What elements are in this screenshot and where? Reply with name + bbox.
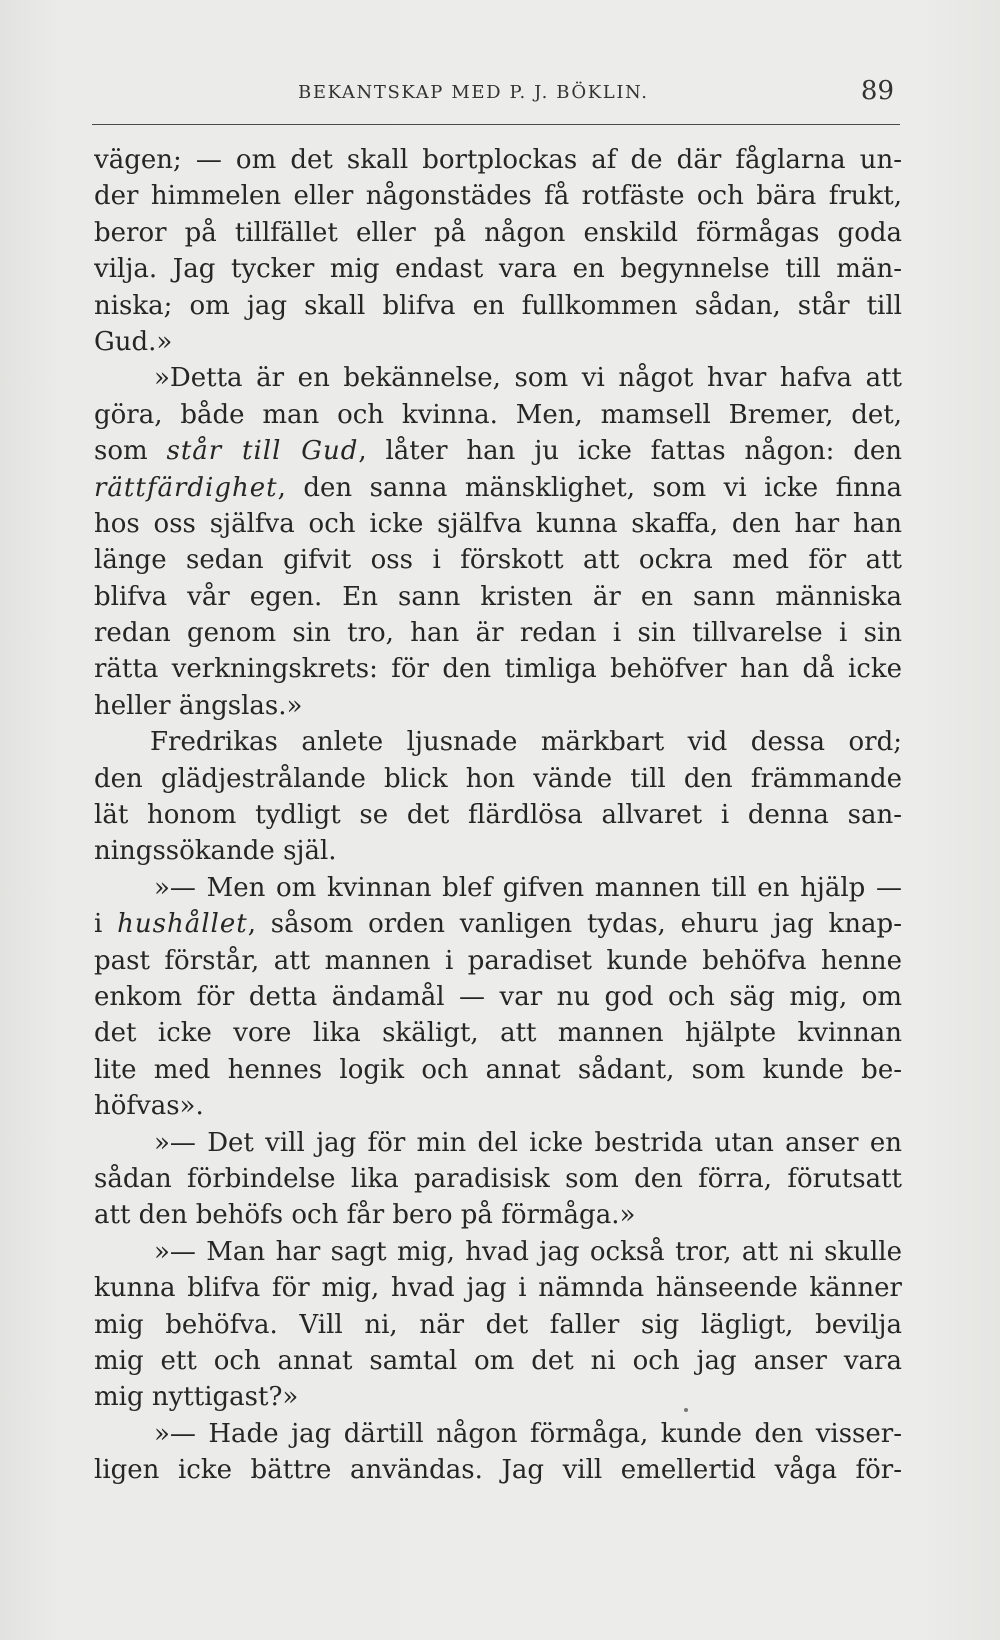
emphasis-text: rättfärdighet — [94, 472, 278, 503]
text-line: höfvas». — [94, 1091, 204, 1122]
text-line: der himmelen eller någonstädes få rotfäste och bära frukt, — [94, 181, 902, 212]
text-line: mig ett och annat samtal om det ni och jag anser vara — [94, 1345, 902, 1376]
body-text — [94, 142, 902, 1488]
text-line: »— Men om kvinnan blef gifven mannen till en hjälp — — [154, 872, 902, 903]
text-line: beror på tillfället eller på någon enskild förmågas goda — [94, 217, 902, 248]
emphasis-text: hushållet — [117, 909, 248, 940]
text-line: Gud.» — [94, 326, 173, 357]
text-line: ningssökande själ. — [94, 836, 337, 867]
text-line: att den behöfs och får bero på förmåga.» — [94, 1200, 636, 1231]
text-line: heller ängslas.» — [94, 690, 303, 721]
running-head — [92, 76, 900, 112]
text-line: lät honom tydligt se det flärdlösa allvaret i denna san- — [94, 800, 902, 831]
text-line: enkom för detta ändamål — var nu god och säg mig, om — [94, 981, 902, 1012]
text-run: , den sanna mänsklighet, som vi icke finna — [277, 472, 902, 503]
text-line: det icke vore lika skäligt, att mannen hjälpte kvinnan — [94, 1018, 902, 1049]
text-line — [94, 906, 902, 942]
text-line: Fredrikas anlete ljusnade märkbart vid dessa ord; — [150, 727, 902, 758]
text-line: göra, både man och kvinna. Men, mamsell Bremer, det, — [94, 399, 902, 430]
text-line: den glädjestrålande blick hon vände till den främmande — [94, 763, 902, 794]
text-line: kunna blifva för mig, hvad jag i nämnda hänseende känner — [94, 1273, 902, 1304]
text-line: mig nyttigast?» — [94, 1382, 299, 1413]
page-number: 89 — [860, 76, 894, 106]
text-run: i — [94, 909, 118, 940]
text-line: niska; om jag skall blifva en fullkommen sådan, står till — [94, 290, 902, 321]
text-run: , såsom orden vanligen tydas, ehuru jag knap- — [247, 909, 902, 940]
text-line: past förstår, att mannen i paradiset kunde behöfva henne — [94, 945, 902, 976]
text-line: rätta verkningskrets: för den timliga behöfver han då icke — [94, 654, 902, 685]
text-line: länge sedan gifvit oss i förskott att ockra med för att — [94, 545, 902, 576]
header-rule — [92, 124, 900, 125]
emphasis-text: står till Gud — [166, 436, 359, 467]
text-line: lite med hennes logik och annat sådant, som kunde be- — [94, 1054, 902, 1085]
text-run: , låter han ju icke fattas någon: den — [358, 436, 902, 467]
text-line: vägen; — om det skall bortplockas af de där fåglarna un- — [94, 145, 902, 175]
text-line: sådan förbindelse lika paradisisk som den förra, förutsatt — [94, 1163, 902, 1194]
text-line: mig behöfva. Vill ni, när det faller sig lägligt, bevilja — [94, 1309, 902, 1340]
text-line — [94, 470, 902, 506]
running-title: BEKANTSKAP MED P. J. BÖKLIN. — [298, 82, 649, 103]
text-run: som — [94, 436, 167, 467]
text-line: »Detta är en bekännelse, som vi något hvar hafva att — [154, 363, 902, 394]
text-line: »— Det vill jag för min del icke bestrida utan anser en — [154, 1127, 902, 1158]
text-line: ligen icke bättre användas. Jag vill emellertid våga för- — [94, 1455, 902, 1486]
text-line: »— Man har sagt mig, hvad jag också tror, att ni skulle — [154, 1236, 902, 1267]
text-line: blifva vår egen. En sann kristen är en sann människa — [94, 581, 902, 612]
text-line: »— Hade jag därtill någon förmåga, kunde den visser- — [154, 1418, 902, 1449]
text-line: redan genom sin tro, han är redan i sin tillvarelse i sin — [94, 618, 902, 649]
text-line — [94, 433, 902, 469]
text-line: vilja. Jag tycker mig endast vara en begynnelse till män- — [94, 254, 902, 285]
ink-speck — [684, 1408, 688, 1412]
text-line: hos oss själfva och icke själfva kunna skaffa, den har han — [94, 508, 902, 539]
